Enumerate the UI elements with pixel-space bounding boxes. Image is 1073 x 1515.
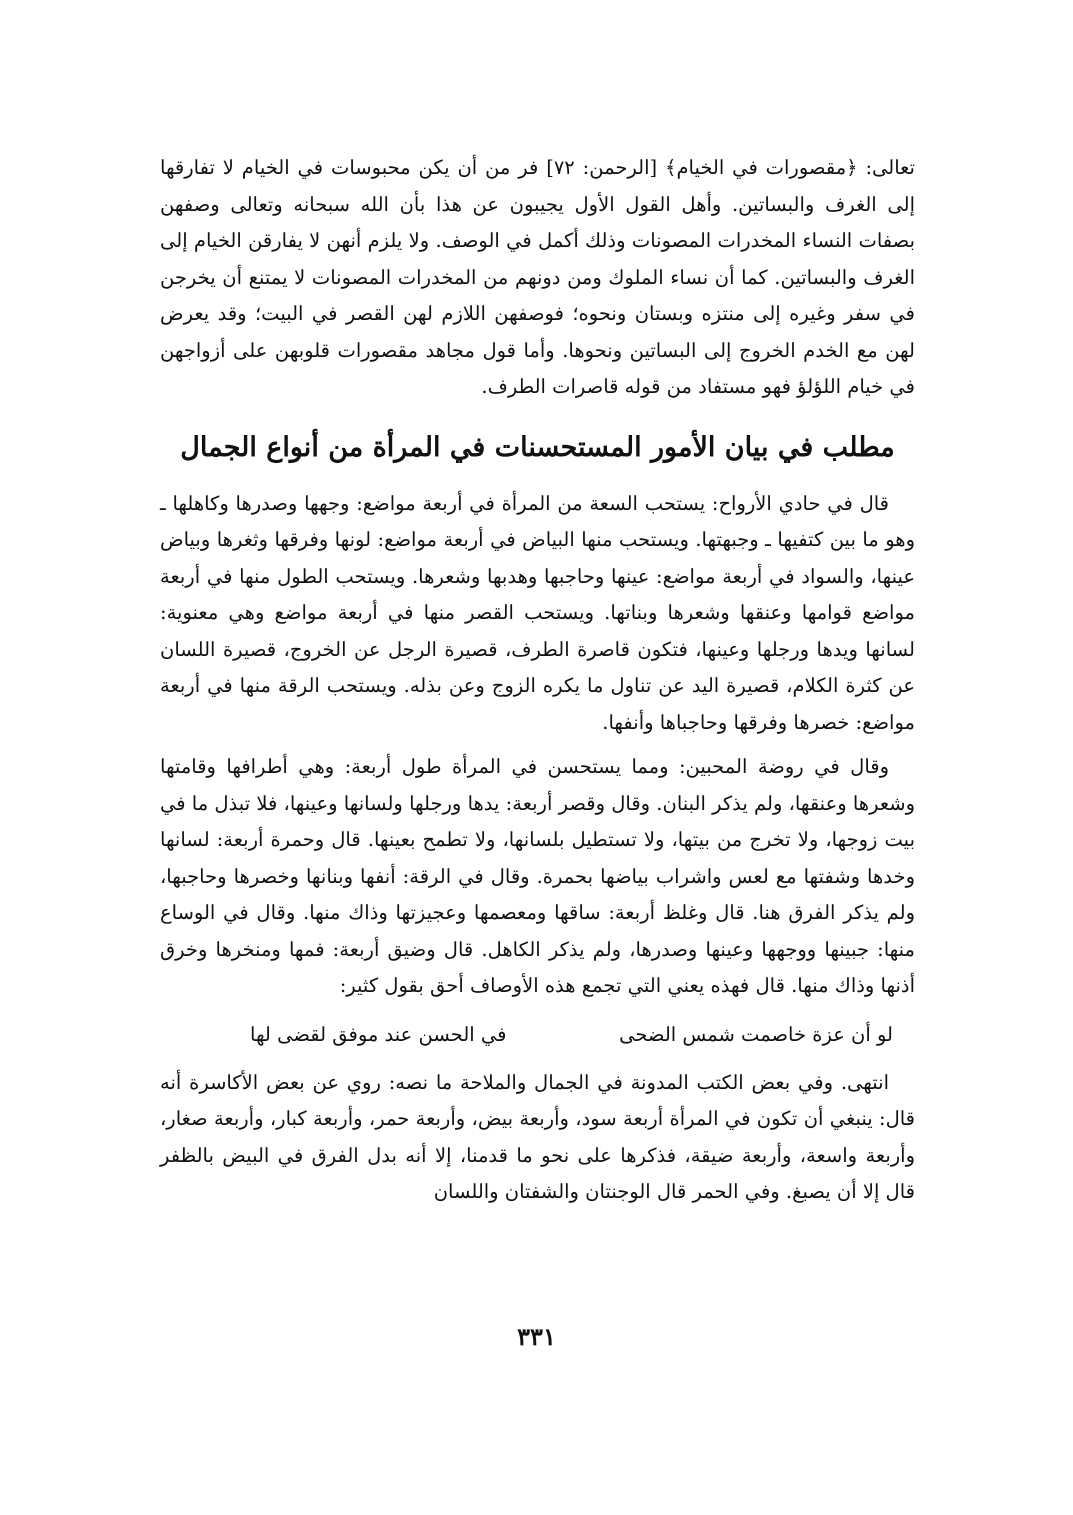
verse-second-hemistich: في الحسن عند موفق لقضى لها (250, 1022, 507, 1046)
page-number: ٣٣١ (517, 1322, 556, 1351)
section-heading: مطلب في بيان الأمور المستحسنات في المرأة من أنواع الجمال (180, 431, 895, 463)
verse-first-hemistich: لو أن عزة خاصمت شمس الضحى (619, 1022, 893, 1046)
paragraph-hadi-al-arwah: قال في حادي الأرواح: يستحب السعة من المرأة في أربعة مواضع: وجهها وصدرها وكاهلها ـ وهو ما بين كتفيها ـ وجبهتها. ويستحب منها البياض في أربعة مواضع: لونها وفرقها وثغرها وبياض عينها، والسواد في أربعة مواضع: عينها وحاجبها وهدبها وشعرها. ويستحب الطول منها في أربعة مواضع قوامها وعنقها وشعرها وبناتها. ويستحب القصر منها في أربعة مواضع وهي معنوية: لسانها ويدها ورجلها وعينها، فتكون قاصرة الطرف، قصيرة الرجل عن الخروج، قصيرة اللسان عن كثرة الكلام، قصيرة اليد عن تناول ما يكره الزوج وعن بذله. ويستحب الرقة منها في أربعة مواضع: خصرها وفرقها وحاجباها وأنفها. (160, 491, 915, 734)
paragraph-kings-account: انتهى. وفي بعض الكتب المدونة في الجمال والملاحة ما نصه: روي عن بعض الأكاسرة أنه قال: ينبغي أن تكون في المرأة أربعة سود، وأربعة بيض، وأربعة حمر، وأربعة كبار، وأربعة صغار، وأربعة واسعة، وأربعة ضيقة، فذكرها على نحو ما قدمنا، إلا أنه بدل الفرق في البيض بالظفر قال إلا أن يصبغ. وفي الحمر قال الوجنتان والشفتان واللسان (160, 1070, 915, 1203)
document-page (160, 150, 915, 1211)
poetry-verse (160, 1015, 915, 1055)
paragraph-continuation: تعالى: ﴿مقصورات في الخيام﴾ [الرحمن: ٧٢] فر من أن يكن محبوسات في الخيام لا تفارقها إلى الغرف والبساتين. وأهل القول الأول يجيبون عن هذا بأن الله سبحانه وتعالى وصفهن بصفات النساء المخدرات المصونات وذلك أكمل في الوصف. ولا يلزم أنهن لا يفارقن الخيام إلى الغرف والبساتين. كما أن نساء الملوك ومن دونهم من المخدرات المصونات لا يمتنع أن يخرجن في سفر وغيره إلى منتزه وبستان ونحوه؛ فوصفهن اللازم لهن القصر في البيت؛ وقد يعرض لهن مع الخدم الخروج إلى البساتين ونحوها. وأما قول مجاهد مقصورات قلوبهن على أزواجهن في خيام اللؤلؤ فهو مستفاد من قوله قاصرات الطرف. (160, 156, 915, 398)
paragraph-rawdat-al-muhibbin: وقال في روضة المحبين: ومما يستحسن في المرأة طول أربعة: وهي أطرافها وقامتها وشعرها وعنقها، ولم يذكر البنان. وقال وقصر أربعة: يدها ورجلها ولسانها وعينها، فلا تبذل ما في بيت زوجها، ولا تخرج من بيتها، ولا تستطيل بلسانها، ولا تطمح بعينها. قال وحمرة أربعة: لسانها وخدها وشفتها مع لعس واشراب بياضها بحمرة. وقال في الرقة: أنفها وبنانها وخصرها وحاجبها، ولم يذكر الفرق هنا. قال وغلظ أربعة: ساقها ومعصمها وعجيزتها وذاك منها. وقال في الوساع منها: جبينها ووجهها وعينها وصدرها، ولم يذكر الكاهل. قال وضيق أربعة: فمها ومنخرها وخرق أذنها وذاك منها. قال فهذه يعني التي تجمع هذه الأوصاف أحق بقول كثير: (160, 755, 915, 997)
